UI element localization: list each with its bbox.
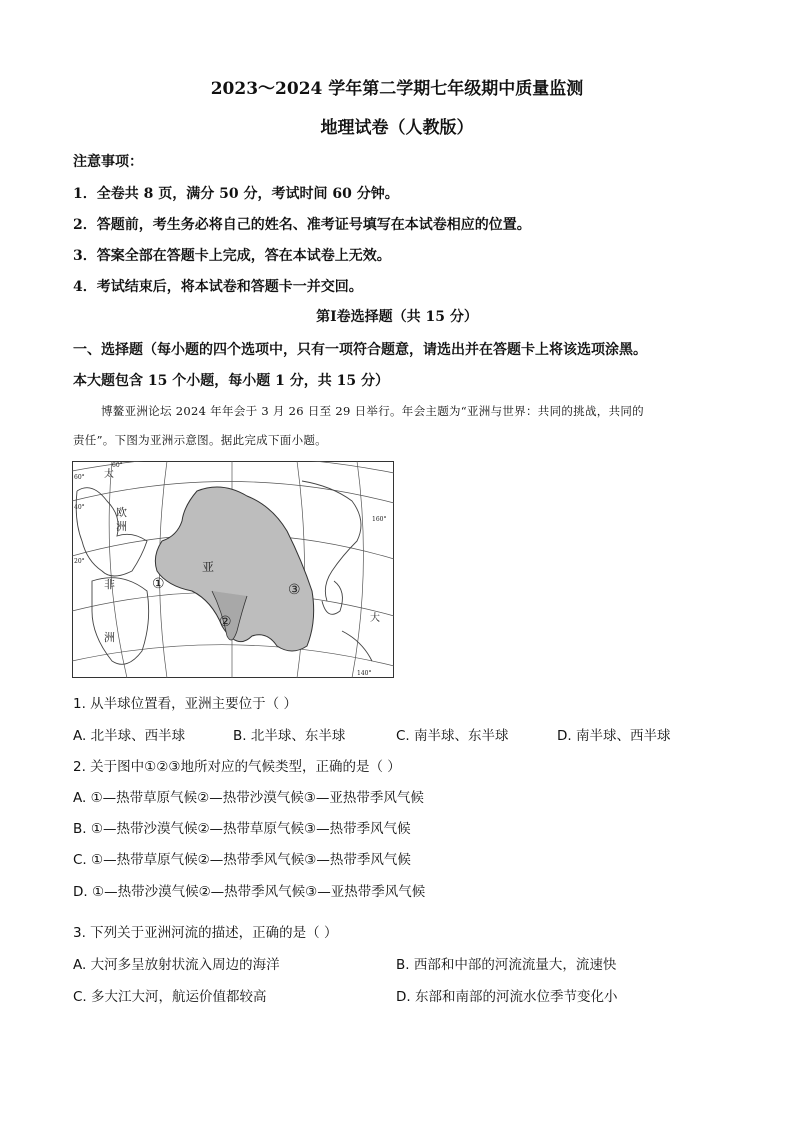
page-subtitle: 地理试卷（人教版） (320, 118, 474, 138)
question-2-option-b: B. ①—热带沙漠气候②—热带草原气候③—热带季风气候 (73, 821, 411, 837)
map-lon-60: 60° (112, 462, 123, 469)
map-label-pacific: 大 (370, 613, 380, 624)
note-item-2: 2．答题前，考生务必将自己的姓名、准考证号填写在本试卷相应的位置。 (73, 217, 531, 233)
question-1-option-a: A. 北半球、西半球 (73, 728, 186, 744)
question-1-option-d: D. 南半球、西半球 (557, 728, 671, 744)
map-lat-60: 60° (74, 474, 85, 481)
note-item-1: 1．全卷共 8 页，满分 50 分，考试时间 60 分钟。 (73, 186, 399, 202)
intro-line2: 责任”。下图为亚洲示意图。据此完成下面小题。 (73, 433, 327, 447)
question-2-option-d: D. ①—热带沙漠气候②—热带季风气候③—亚热带季风气候 (73, 884, 426, 900)
map-lon-140: 140° (357, 670, 372, 677)
intro-line1: 博鳌亚洲论坛 2024 年年会于 3 月 26 日至 29 日举行。年会主题为“亚洲与世界：共同的挑战，共同的 (101, 404, 644, 418)
map-marker-3: ③ (288, 582, 301, 598)
page-title: 2023～2024 学年第二学期七年级期中质量监测 (210, 79, 584, 99)
map-lat-40: 40° (74, 504, 85, 511)
question-1-option-b: B. 北半球、东半球 (233, 728, 346, 744)
note-item-4: 4．考试结束后，将本试卷和答题卡一并交回。 (73, 279, 363, 295)
section-instruction-line1: 一、选择题（每小题的四个选项中，只有一项符合题意，请选出并在答题卡上将该选项涂黑。 (73, 342, 647, 358)
map-marker-1: ① (152, 576, 165, 592)
question-2-stem: 2. 关于图中①②③地所对应的气候类型，正确的是（ ） (73, 759, 401, 775)
question-1-stem: 1. 从半球位置看，亚洲主要位于（ ） (73, 696, 297, 712)
map-lon-160: 160° (372, 516, 387, 523)
map-label-europe-2: 洲 (116, 520, 127, 533)
question-3-stem: 3. 下列关于亚洲河流的描述，正确的是（ ） (73, 925, 338, 941)
question-2-option-a: A. ①—热带草原气候②—热带沙漠气候③—亚热带季风气候 (73, 790, 424, 806)
question-3-option-c: C. 多大江大河，航运价值都较高 (73, 989, 267, 1005)
note-item-3: 3．答案全部在答题卡上完成，答在本试卷上无效。 (73, 248, 391, 264)
map-label-africa-1: 非 (104, 578, 115, 591)
question-1-option-c: C. 南半球、东半球 (396, 728, 509, 744)
section-title: 第Ⅰ卷选择题（共 15 分） (316, 309, 478, 325)
notes-heading: 注意事项： (73, 154, 143, 170)
question-2-option-c: C. ①—热带草原气候②—热带季风气候③—热带季风气候 (73, 852, 411, 868)
question-3-option-d: D. 东部和南部的河流水位季节变化小 (396, 989, 618, 1005)
question-3-option-b: B. 西部和中部的河流流量大，流速快 (396, 957, 617, 973)
map-label-ocean-top: 太 (104, 469, 114, 480)
map-label-africa-2: 洲 (104, 631, 115, 644)
map-marker-2: ② (219, 614, 232, 630)
map-label-europe-1: 欧 (116, 506, 127, 519)
map-label-asia: 亚 (202, 560, 215, 574)
asia-map (72, 461, 394, 678)
question-3-option-a: A. 大河多呈放射状流入周边的海洋 (73, 957, 280, 973)
map-lat-20: 20° (74, 558, 85, 565)
section-instruction-line2: 本大题包含 15 个小题，每小题 1 分，共 15 分） (73, 373, 389, 389)
